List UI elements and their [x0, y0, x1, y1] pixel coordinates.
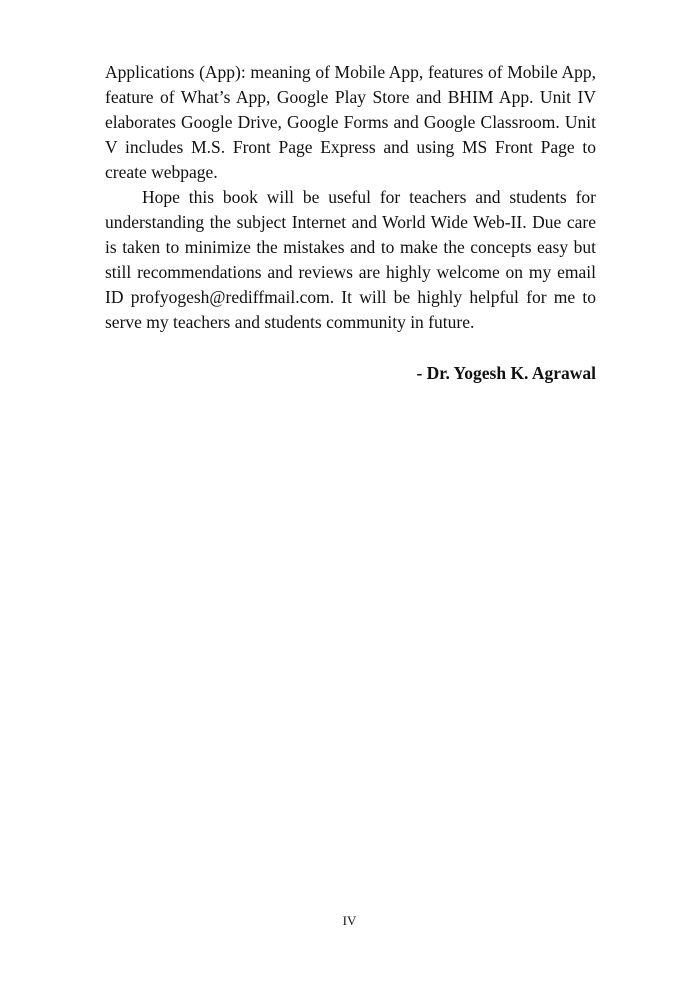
author-signature: - Dr. Yogesh K. Agrawal: [416, 363, 596, 383]
page-number: IV: [342, 913, 357, 928]
paragraph-units-summary: Applications (App): meaning of Mobile App, features of Mobile App, feature of What’s App, Google Play Store and BHIM App. Unit IV elaborates Google Drive, Google Forms and Google Classroom. Unit V includes M.S. Front Page Express and using MS Front Page to create webpage.: [105, 62, 596, 182]
body-text: [105, 60, 596, 335]
paragraph-hope-useful: Hope this book will be useful for teachers and students for understanding the subject Internet and World Wide Web-II. Due care is taken to minimize the mistakes and to make the concepts easy but still recommendations and reviews are highly welcome on my email ID profyogesh@rediffmail.com. It will be highly helpful for me to serve my teachers and students community in future.: [105, 187, 596, 332]
